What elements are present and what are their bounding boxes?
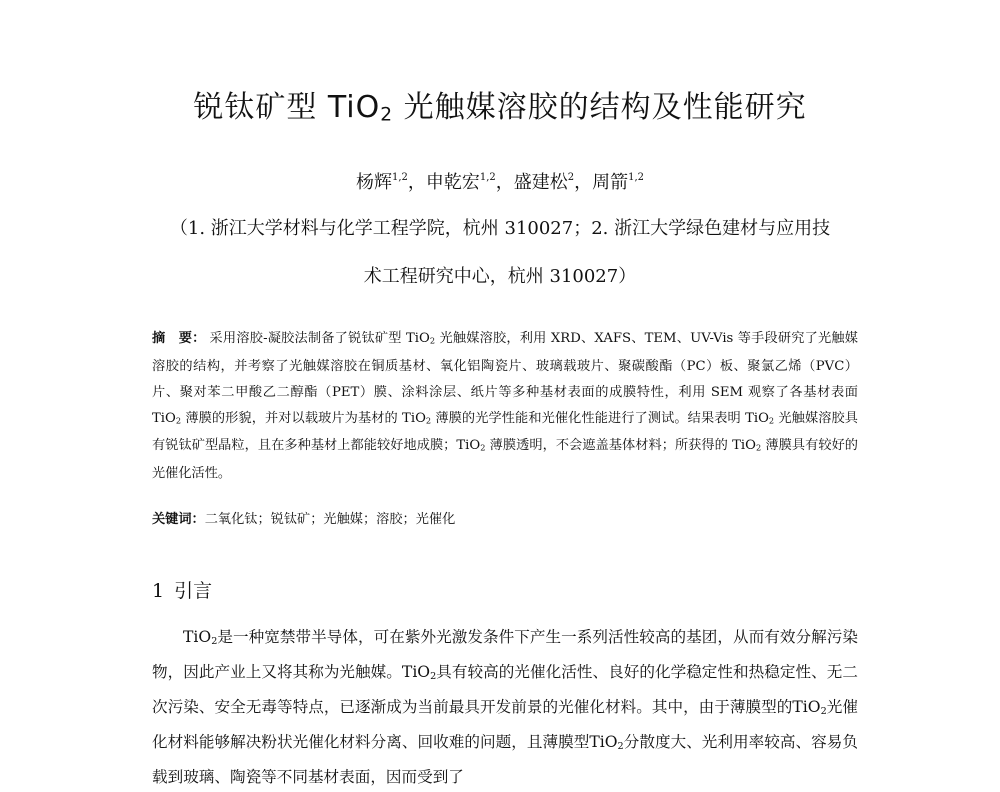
affiliation-line-1: （1. 浙江大学材料与化学工程学院，杭州 310027；2. 浙江大学绿色建材与应用技 [169,218,831,239]
abstract-subscript: 2 [429,335,436,346]
body-text-2: 是一种宽禁带半导体，可在紫外光激发条件下产生一系列活性较高的基团，从而有效分解污染物，因此产业上又将其称为光触媒。TiO [152,628,858,681]
author-4-name: 周箭 [592,172,629,193]
body-text-3: 具有较高的光催化活性、良好的化学稳定性和热稳定性、无二次污染、安全无毒等特点，已逐渐成为当前最具开发前景的光催化材料。其中，由于薄膜型的TiO [152,662,858,716]
author-list [0,168,1000,194]
author-1-name: 杨辉 [355,172,392,193]
body-subscript: 2 [430,670,437,682]
abstract-text-7: 薄膜具有较好的光催化活性。 [152,438,858,481]
body-subscript: 2 [617,740,624,752]
section-1-title: 引言 [174,580,213,602]
abstract-subscript: 2 [480,442,486,453]
paper-title [0,82,1000,126]
body-subscript: 2 [211,635,218,647]
abstract-text-1: 采用溶胶-凝胶法制备了锐钛矿型 TiO [209,331,430,346]
title-text-pre: 锐钛矿型 [193,90,328,125]
abstract-subscript: 2 [755,442,762,453]
author-3-name: 盛建松 [513,172,568,193]
body-subscript: 2 [820,705,827,717]
author-1-sep: ， [407,172,426,193]
body-text-4: 光催化材料能够解决粉状光催化材料分离、回收难的问题，且薄膜型TiO [152,697,858,751]
title-chem-subscript: 2 [380,104,394,126]
author-2-name: 申乾宏 [425,172,480,193]
abstract-text-6: 薄膜透明，不会遮盖基体材料；所获得的 TiO [485,438,756,454]
title-chem-base: TiO [327,90,381,125]
abstract-subscript: 2 [425,415,432,426]
author-2-affil: 1,2 [479,172,496,183]
abstract [152,326,858,487]
abstract-text-5: 光触媒溶胶具有锐钛矿型晶粒，且在多种基材上都能较好地成膜；TiO [152,410,858,454]
keywords [152,508,858,527]
abstract-label: 摘 要： [152,331,206,346]
body-text-5: 分散度大、光利用率较高、容易负载到玻璃、陶瓷等不同基材表面，因而受到了 [152,732,858,786]
abstract-text-4: 薄膜的光学性能和光催化性能进行了测试。结果表明 TiO [431,410,769,426]
keywords-text: 二氧化钛；锐钛矿；光触媒；溶胶；光催化 [204,512,456,527]
section-1-heading [152,576,212,603]
section-1-number: 1 [152,580,165,602]
abstract-subscript: 2 [768,415,775,426]
author-2-sep: ， [495,172,514,193]
abstract-text-3: 薄膜的形貌，并对以载玻片为基材的 TiO [181,410,426,426]
author-1-affil: 1,2 [391,172,408,183]
abstract-subscript: 2 [175,415,182,426]
author-4-affil: 1,2 [628,172,645,183]
title-text-post: 光触媒溶胶的结构及性能研究 [393,90,807,125]
author-3-sep: ， [574,172,593,193]
introduction-paragraph [152,622,858,792]
affiliation-line-2: 术工程研究中心，杭州 310027） [363,266,637,287]
body-text-1: TiO [183,628,212,646]
author-3-affil: 2 [567,172,575,183]
abstract-text-2: 光触媒溶胶，利用 XRD、XAFS、TEM、UV-Vis 等手段研究了光触媒溶胶的结构，并考察了光触媒溶胶在铜质基材、氧化铝陶瓷片、玻璃载玻片、聚碳酸酯（PC）板、聚氯乙烯（PVC）片、聚对苯二甲酸乙二醇酯（PET）膜、涂料涂层、纸片等多种基材表面的成膜特性，利用 SEM 观察了各基材表面 TiO [152,331,858,426]
keywords-label: 关键词： [152,512,205,527]
